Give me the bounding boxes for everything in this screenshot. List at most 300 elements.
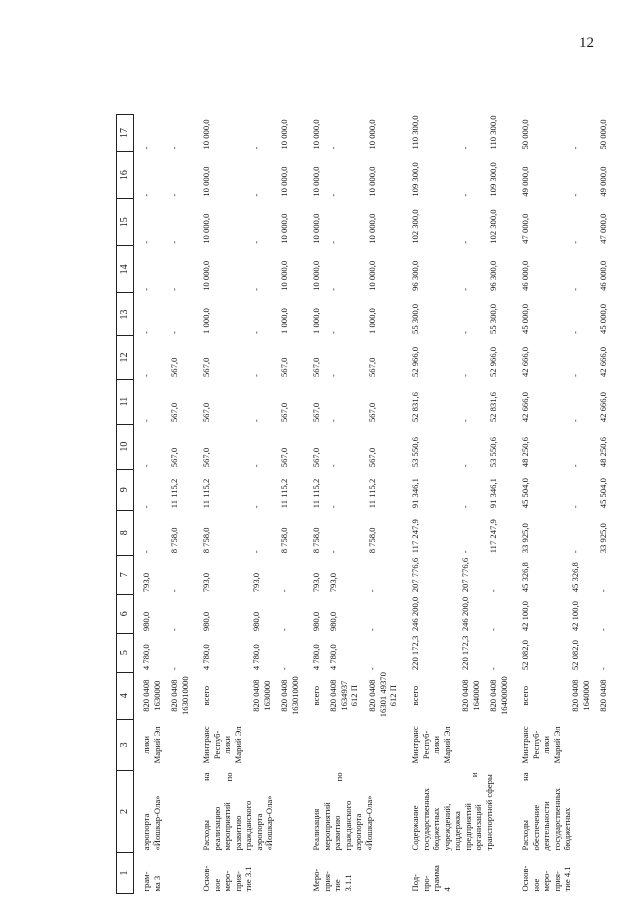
column-number-1: 1 — [117, 853, 134, 894]
value-cell-col-12: 567,0 — [279, 357, 290, 378]
value-cell-col-13: 45 000,0 — [598, 303, 609, 334]
value-cell-col-5: 52 082,0 — [570, 640, 581, 671]
item-description-line: мероприятий — [321, 802, 332, 851]
column-number-15: 15 — [117, 199, 134, 246]
item-label-cell — [200, 853, 306, 894]
value-cell-col-9: 11 115,2 — [311, 478, 322, 509]
value-cell-col-13: 1 000,0 — [201, 308, 212, 334]
budget-table — [116, 114, 618, 894]
value-cell-col-12: 42 666,0 — [520, 346, 531, 378]
value-cell-col-15: - — [460, 240, 471, 244]
value-cell-col-14: - — [251, 288, 262, 291]
value-cell-col-5: 220 172,3 — [410, 635, 421, 671]
value-cell-col-11: 42 666,0 — [520, 392, 531, 423]
value-cell-col-17: - — [328, 146, 339, 150]
item-description-line: Содержание — [410, 805, 421, 851]
item-label-line: тие 3.1 — [243, 866, 254, 892]
budget-code-line: 1634937 — [338, 680, 349, 711]
rotated-page — [116, 114, 636, 894]
value-cell-col-8: - — [141, 550, 152, 554]
budget-code-line: 164000000 — [498, 676, 509, 716]
value-cell-col-16: 10 000,0 — [367, 166, 378, 197]
budget-code-cell — [569, 672, 597, 719]
value-cell-col-10: 567,0 — [201, 447, 212, 468]
column-number-7: 7 — [117, 555, 134, 594]
value-cell-col-15: - — [141, 240, 152, 244]
value-cell-col-11: 567,0 — [311, 402, 322, 423]
executor-cell — [250, 719, 278, 770]
page-number: 12 — [579, 35, 594, 51]
executor-cell — [459, 719, 487, 770]
value-cell-col-15: - — [251, 240, 262, 244]
item-description-line: транспортной сферы — [483, 774, 494, 851]
value-cell-col-15: 10 000,0 — [279, 213, 290, 244]
value-cell-col-12: 567,0 — [367, 357, 378, 378]
item-label-line: меро- — [541, 870, 552, 892]
value-cell-col-13: 1 000,0 — [311, 308, 322, 334]
item-description-line: аэропорта — [141, 813, 152, 851]
executor-cell — [366, 719, 405, 770]
item-description-line: гражданского — [243, 800, 254, 851]
item-description-line: деятельности — [541, 801, 552, 851]
item-label-line: прия- — [232, 871, 243, 892]
budget-code-cell — [597, 672, 614, 719]
value-cell-col-10: 48 250,6 — [520, 437, 531, 468]
column-number-4: 4 — [117, 672, 134, 719]
table-body — [117, 115, 619, 894]
value-cell-col-9: 11 115,2 — [169, 478, 180, 509]
value-cell-col-5: 52 082,0 — [520, 640, 531, 671]
item-description-line: «Йошкар-Ола» — [363, 795, 374, 851]
item-description-line: бюджетных — [431, 807, 442, 851]
value-cell-col-17: - — [570, 146, 581, 150]
value-cell-col-10: - — [460, 464, 471, 468]
budget-code-cell — [310, 672, 327, 719]
value-cell-col-17: 50 000,0 — [598, 119, 609, 150]
value-cell-col-8: 8 758,0 — [311, 527, 322, 554]
value-cell-col-8: 8 758,0 — [279, 527, 290, 554]
executor-line: лики — [431, 736, 442, 754]
value-cell-col-17: - — [460, 146, 471, 150]
budget-code-cell — [366, 672, 405, 719]
item-label-line: тие 4.1 — [562, 866, 573, 892]
item-description-line: предприятий — [462, 803, 473, 851]
item-description-line: государственных — [420, 788, 431, 851]
value-cell-col-6: 980,0 — [201, 611, 212, 632]
value-cell-col-14: 96 300,0 — [488, 260, 499, 291]
value-cell-col-12: - — [570, 374, 581, 378]
budget-code-line: 163010000 — [179, 676, 190, 716]
item-description-line: реализацию — [211, 806, 222, 851]
budget-code-line: 16301 49370 — [377, 672, 388, 718]
value-cell-col-5: 4 780,0 — [201, 644, 212, 671]
value-cell-col-16: - — [251, 193, 262, 197]
value-cell-col-12: 567,0 — [201, 357, 212, 378]
item-description-line: развитию — [332, 815, 343, 851]
value-cell-col-7: - — [488, 589, 499, 593]
value-cell-col-16: - — [328, 193, 339, 197]
value-cell-col-13: 55 300,0 — [410, 303, 421, 334]
budget-code-line: 1630000 — [151, 680, 162, 711]
value-cell-col-5: 4 780,0 — [311, 644, 322, 671]
executor-line: Марий Эл — [232, 726, 243, 764]
item-description-line: развитию — [232, 815, 243, 851]
item-description-line: Расходы — [201, 820, 212, 851]
value-cell-col-7: 207 776,6 — [410, 557, 421, 593]
value-cell-col-10: 567,0 — [279, 447, 290, 468]
value-cell-col-6: 980,0 — [328, 611, 339, 632]
column-number-3: 3 — [117, 719, 134, 770]
executor-cell — [569, 719, 597, 770]
budget-code-cell — [168, 672, 196, 719]
value-cell-col-8: 8 758,0 — [201, 527, 212, 554]
item-description-line: гражданского — [342, 800, 353, 851]
value-cell-col-14: 46 000,0 — [520, 260, 531, 291]
item-label-cell — [140, 853, 196, 894]
value-cell-col-14: - — [141, 288, 152, 291]
item-description-line: «Йошкар-Ола» — [264, 795, 275, 851]
value-cell-col-10: - — [570, 464, 581, 468]
item-description-cell — [200, 771, 306, 853]
value-cell-col-14: - — [570, 288, 581, 291]
value-cell-col-16: - — [169, 193, 180, 197]
column-number-17: 17 — [117, 115, 134, 152]
column-number-14: 14 — [117, 246, 134, 293]
value-cell-col-7: 793,0 — [201, 572, 212, 593]
value-cell-col-12: 52 966,0 — [488, 346, 499, 378]
item-description-cell — [310, 771, 405, 853]
item-description-line: аэропорта — [253, 813, 264, 851]
executor-line: лики — [541, 736, 552, 754]
executor-line: Минтранс — [201, 726, 212, 764]
value-cell-col-17: 110 300,0 — [410, 115, 421, 150]
value-cell-col-7: 793,0 — [328, 572, 339, 593]
value-cell-col-15: - — [570, 240, 581, 244]
value-cell-col-6: - — [279, 628, 290, 632]
executor-line: Минтранс — [520, 726, 531, 764]
value-cell-col-17: 10 000,0 — [279, 119, 290, 150]
value-cell-col-9: - — [141, 505, 152, 509]
value-cell-col-12: 52 966,0 — [410, 346, 421, 378]
value-cell-col-13: 1 000,0 — [279, 308, 290, 334]
item-label-line: ное — [530, 878, 541, 892]
item-label-cell — [409, 853, 515, 894]
value-cell-col-10: 48 250,6 — [598, 437, 609, 468]
value-cell-col-16: 109 300,0 — [488, 162, 499, 197]
item-label-line: ма 3 — [151, 875, 162, 892]
budget-code-cell — [409, 672, 459, 719]
executor-cell — [140, 719, 168, 770]
column-number-13: 13 — [117, 293, 134, 336]
value-cell-col-7: - — [169, 589, 180, 593]
value-cell-col-10: 567,0 — [367, 447, 378, 468]
value-cell-col-5: - — [598, 667, 609, 671]
value-cell-col-12: - — [141, 374, 152, 378]
item-description-line: Расходы — [520, 820, 531, 851]
value-cell-col-10: - — [328, 464, 339, 468]
value-cell-col-11: - — [141, 419, 152, 423]
value-cell-col-13: - — [460, 331, 471, 334]
column-number-12: 12 — [117, 336, 134, 379]
value-cell-col-9: 45 504,0 — [520, 478, 531, 509]
budget-code-line: 1640000 — [580, 680, 591, 711]
item-description-line: государственных — [551, 788, 562, 851]
item-description-line: поддержка — [452, 811, 463, 851]
budget-code-line: 612 П — [349, 685, 360, 707]
value-cell-col-8: 33 925,0 — [520, 523, 531, 554]
item-description-line: бюджетных — [562, 807, 573, 851]
value-cell-col-7: 45 326,8 — [570, 562, 581, 593]
value-cell-col-9: - — [570, 505, 581, 509]
value-cell-col-14: - — [460, 288, 471, 291]
executor-cell — [200, 719, 250, 770]
executor-line: Марий Эл — [441, 726, 452, 764]
executor-cell — [310, 719, 327, 770]
value-cell-col-6: - — [488, 628, 499, 632]
value-cell-col-14: 10 000,0 — [201, 260, 212, 291]
executor-line: Марий Эл — [151, 726, 162, 764]
budget-code-line: 820 0408 — [279, 679, 290, 712]
column-number-6: 6 — [117, 594, 134, 633]
value-cell-col-11: - — [460, 419, 471, 423]
value-cell-col-8: 117 247,9 — [488, 519, 499, 554]
budget-code-line: 820 0408 — [141, 679, 152, 712]
value-cell-col-6: 42 100,0 — [520, 601, 531, 632]
item-description-cell — [140, 771, 196, 853]
item-label-line: Меро- — [311, 868, 322, 892]
budget-code-cell — [327, 672, 366, 719]
budget-code-line: 612 П — [388, 685, 399, 707]
value-cell-col-14: - — [328, 288, 339, 291]
value-cell-col-12: - — [328, 374, 339, 378]
item-label-line: Основ- — [201, 865, 212, 892]
description-conjunction-i: и — [469, 772, 480, 778]
budget-code-line: 820 0408 — [488, 679, 499, 712]
value-cell-col-5: - — [279, 667, 290, 671]
executor-line: Респуб- — [211, 730, 222, 760]
value-cell-col-15: 10 000,0 — [311, 213, 322, 244]
executor-cell — [519, 719, 569, 770]
value-cell-col-9: 11 115,2 — [367, 478, 378, 509]
value-cell-col-8: - — [328, 550, 339, 554]
budget-code-line: всего — [520, 686, 531, 706]
column-number-10: 10 — [117, 424, 134, 469]
value-cell-col-7: 793,0 — [251, 572, 262, 593]
value-cell-col-13: 1 000,0 — [367, 308, 378, 334]
table-row — [310, 115, 327, 894]
value-cell-col-6: 980,0 — [251, 611, 262, 632]
item-label-cell — [310, 853, 405, 894]
value-cell-col-13: - — [141, 331, 152, 334]
value-cell-col-13: - — [570, 331, 581, 334]
value-cell-col-17: 10 000,0 — [367, 119, 378, 150]
block-gap-cell — [614, 115, 618, 894]
budget-code-cell — [140, 672, 168, 719]
value-cell-col-14: - — [169, 288, 180, 291]
value-cell-col-10: 567,0 — [311, 447, 322, 468]
value-cell-col-5: 4 780,0 — [251, 644, 262, 671]
value-cell-col-7: 793,0 — [141, 572, 152, 593]
item-label-line: 4 — [441, 887, 452, 892]
value-cell-col-5: 4 780,0 — [328, 644, 339, 671]
value-cell-col-9: - — [328, 505, 339, 509]
value-cell-col-15: 47 000,0 — [598, 213, 609, 244]
item-label-line: про- — [420, 875, 431, 892]
value-cell-col-14: 10 000,0 — [311, 260, 322, 291]
value-cell-col-5: - — [367, 667, 378, 671]
value-cell-col-11: 567,0 — [201, 402, 212, 423]
value-cell-col-16: - — [460, 193, 471, 197]
value-cell-col-12: - — [251, 374, 262, 378]
item-label-cell — [519, 853, 614, 894]
value-cell-col-14: 10 000,0 — [367, 260, 378, 291]
value-cell-col-8: - — [251, 550, 262, 554]
budget-code-cell — [519, 672, 569, 719]
column-number-row — [117, 115, 134, 894]
item-label-line: грамма — [431, 865, 442, 892]
budget-code-line: всего — [201, 686, 212, 706]
value-cell-col-5: - — [488, 667, 499, 671]
budget-code-line: всего — [410, 686, 421, 706]
value-cell-col-10: 53 550,6 — [488, 437, 499, 468]
value-cell-col-10: - — [251, 464, 262, 468]
item-description-cell — [409, 771, 515, 853]
description-preposition-na: на — [520, 772, 531, 781]
executor-cell — [327, 719, 366, 770]
budget-code-cell — [459, 672, 487, 719]
item-label-line: Под- — [410, 874, 421, 892]
value-cell-col-6: 246 200,0 — [460, 596, 471, 632]
executor-cell — [168, 719, 196, 770]
value-cell-col-14: 46 000,0 — [598, 260, 609, 291]
value-cell-col-13: 45 000,0 — [520, 303, 531, 334]
value-cell-col-5: - — [169, 667, 180, 671]
executor-line: Респуб- — [420, 730, 431, 760]
item-label-line: меро- — [222, 870, 233, 892]
budget-code-line: всего — [311, 686, 322, 706]
value-cell-col-7: 45 326,8 — [520, 562, 531, 593]
table-row — [200, 115, 250, 894]
value-cell-col-9: 11 115,2 — [201, 478, 212, 509]
executor-line: лики — [141, 736, 152, 754]
value-cell-col-8: 33 925,0 — [598, 523, 609, 554]
executor-line: Марий Эл — [551, 726, 562, 764]
value-cell-col-8: 8 758,0 — [169, 527, 180, 554]
column-number-11: 11 — [117, 379, 134, 424]
value-cell-col-14: 96 300,0 — [410, 260, 421, 291]
value-cell-col-13: 55 300,0 — [488, 303, 499, 334]
budget-code-cell — [487, 672, 515, 719]
table-row — [519, 115, 569, 894]
item-label-line: 3.1.1 — [342, 874, 353, 892]
value-cell-col-9: 91 346,1 — [410, 478, 421, 509]
value-cell-col-9: 11 115,2 — [279, 478, 290, 509]
item-description-line: мероприятий — [222, 802, 233, 851]
item-description-cell — [519, 771, 614, 853]
column-number-16: 16 — [117, 152, 134, 199]
value-cell-col-16: 49 000,0 — [520, 166, 531, 197]
value-cell-col-16: 10 000,0 — [311, 166, 322, 197]
value-cell-col-7: 207 776,6 — [460, 557, 471, 593]
value-cell-col-11: 567,0 — [169, 402, 180, 423]
value-cell-col-15: 102 300,0 — [410, 209, 421, 244]
value-cell-col-17: 50 000,0 — [520, 119, 531, 150]
item-label-line: Основ- — [520, 865, 531, 892]
value-cell-col-6: 42 100,0 — [570, 601, 581, 632]
budget-code-line: 820 0408 — [460, 679, 471, 712]
block-gap-row — [614, 115, 618, 894]
executor-line: Респуб- — [530, 730, 541, 760]
item-description-line: обеспечение — [530, 804, 541, 851]
value-cell-col-10: - — [141, 464, 152, 468]
description-preposition-na: на — [201, 772, 212, 781]
item-label-line: ное — [211, 878, 222, 892]
value-cell-col-17: 110 300,0 — [488, 115, 499, 150]
value-cell-col-5: 4 780,0 — [141, 644, 152, 671]
value-cell-col-9: 45 504,0 — [598, 478, 609, 509]
executor-cell — [409, 719, 459, 770]
value-cell-col-9: - — [460, 505, 471, 509]
value-cell-col-16: 10 000,0 — [201, 166, 212, 197]
value-cell-col-8: 117 247,9 — [410, 519, 421, 554]
value-cell-col-6: - — [367, 628, 378, 632]
budget-code-line: 1630000 — [261, 680, 272, 711]
value-cell-col-6: 980,0 — [141, 611, 152, 632]
budget-code-line: 820 0408 — [367, 679, 378, 712]
executor-cell — [597, 719, 614, 770]
value-cell-col-6: 980,0 — [311, 611, 322, 632]
budget-code-line: 820 0408 — [598, 679, 609, 712]
item-label-line: грам- — [141, 871, 152, 892]
value-cell-col-15: 10 000,0 — [201, 213, 212, 244]
value-cell-col-11: 567,0 — [367, 402, 378, 423]
value-cell-col-9: - — [251, 505, 262, 509]
description-preposition-po: по — [224, 772, 235, 782]
item-description-line: аэропорта — [353, 813, 364, 851]
value-cell-col-10: 53 550,6 — [410, 437, 421, 468]
value-cell-col-17: 10 000,0 — [201, 119, 212, 150]
budget-code-cell — [200, 672, 250, 719]
budget-code-cell — [250, 672, 278, 719]
value-cell-col-16: 109 300,0 — [410, 162, 421, 197]
item-label-line: тие — [332, 879, 343, 892]
value-cell-col-13: - — [328, 331, 339, 334]
value-cell-col-7: - — [598, 589, 609, 593]
value-cell-col-16: 10 000,0 — [279, 166, 290, 197]
value-cell-col-15: - — [169, 240, 180, 244]
column-number-8: 8 — [117, 510, 134, 555]
value-cell-col-7: 793,0 — [311, 572, 322, 593]
value-cell-col-13: - — [251, 331, 262, 334]
value-cell-col-6: - — [169, 628, 180, 632]
value-cell-col-15: 102 300,0 — [488, 209, 499, 244]
value-cell-col-12: 567,0 — [169, 357, 180, 378]
value-cell-col-15: 10 000,0 — [367, 213, 378, 244]
value-cell-col-15: 47 000,0 — [520, 213, 531, 244]
table-row — [409, 115, 459, 894]
value-cell-col-8: - — [460, 550, 471, 554]
item-label-line: прия- — [321, 871, 332, 892]
value-cell-col-10: 567,0 — [169, 447, 180, 468]
value-cell-col-17: - — [141, 146, 152, 150]
column-number-2: 2 — [117, 771, 134, 853]
value-cell-col-7: - — [279, 589, 290, 593]
budget-code-line: 820 0408 — [328, 679, 339, 712]
executor-cell — [278, 719, 306, 770]
value-cell-col-17: - — [169, 146, 180, 150]
item-description-line: учреждений, — [441, 803, 452, 851]
item-description-line: Реализация — [311, 808, 322, 851]
